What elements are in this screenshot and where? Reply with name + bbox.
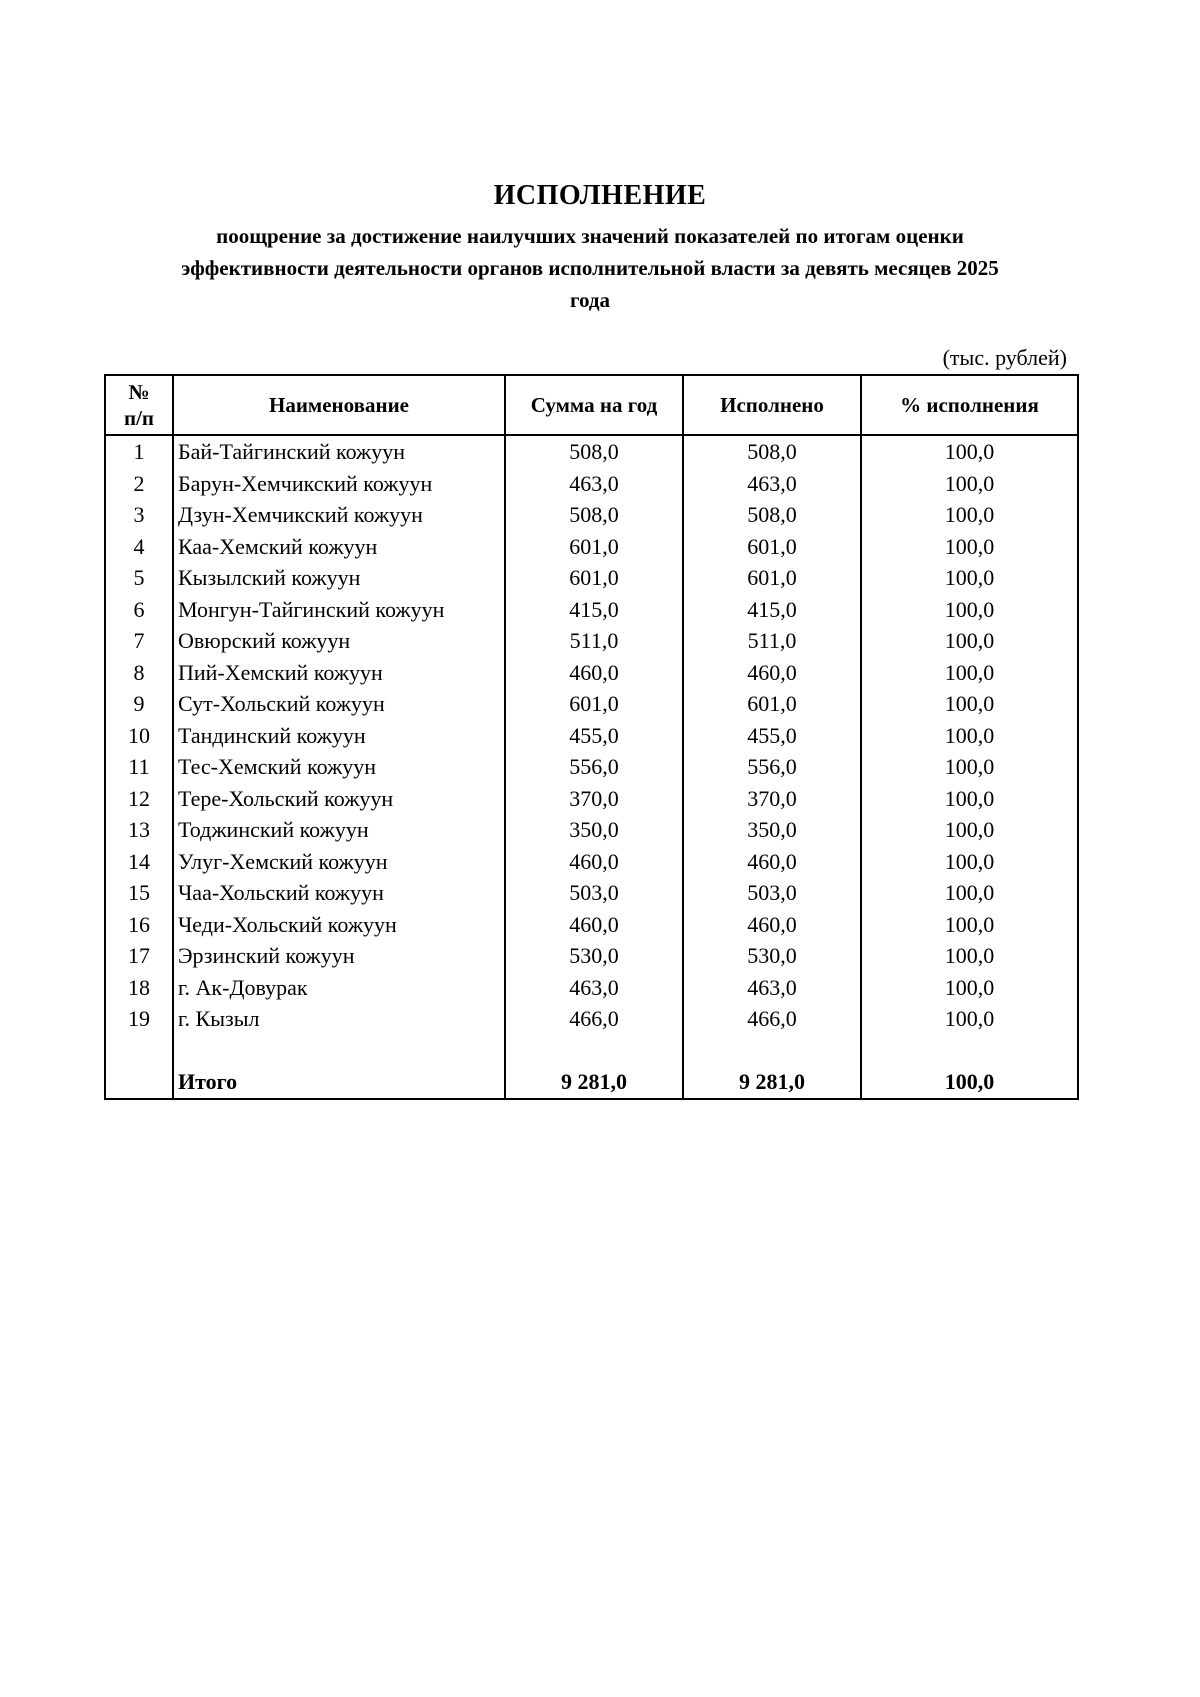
row-name: Пий-Хемский кожуун — [173, 657, 505, 689]
row-sum: 463,0 — [505, 468, 683, 500]
row-percent: 100,0 — [861, 814, 1078, 846]
row-number: 5 — [105, 562, 173, 594]
row-sum: 601,0 — [505, 562, 683, 594]
row-number: 16 — [105, 909, 173, 941]
row-percent: 100,0 — [861, 940, 1078, 972]
row-done: 601,0 — [683, 688, 861, 720]
row-sum: 415,0 — [505, 594, 683, 626]
table-row — [105, 751, 1078, 783]
row-name: Барун-Хемчикский кожуун — [173, 468, 505, 500]
row-sum: 508,0 — [505, 435, 683, 468]
total-row — [105, 1066, 1078, 1099]
row-done: 511,0 — [683, 625, 861, 657]
row-sum: 511,0 — [505, 625, 683, 657]
row-percent: 100,0 — [861, 499, 1078, 531]
table-row — [105, 594, 1078, 626]
table-row — [105, 435, 1078, 468]
total-number-cell — [105, 1066, 173, 1099]
row-done: 508,0 — [683, 435, 861, 468]
row-percent: 100,0 — [861, 877, 1078, 909]
table-row — [105, 1003, 1078, 1035]
row-percent: 100,0 — [861, 688, 1078, 720]
units-note: (тыс. рублей) — [942, 345, 1067, 370]
table-row — [105, 657, 1078, 689]
row-number: 17 — [105, 940, 173, 972]
row-done: 460,0 — [683, 846, 861, 878]
row-name: Эрзинский кожуун — [173, 940, 505, 972]
row-sum: 503,0 — [505, 877, 683, 909]
row-name: Сут-Хольский кожуун — [173, 688, 505, 720]
row-done: 601,0 — [683, 531, 861, 563]
row-done: 601,0 — [683, 562, 861, 594]
row-sum: 460,0 — [505, 657, 683, 689]
row-done: 455,0 — [683, 720, 861, 752]
row-sum: 370,0 — [505, 783, 683, 815]
table-row — [105, 972, 1078, 1004]
total-sum: 9 281,0 — [505, 1066, 683, 1099]
row-sum: 556,0 — [505, 751, 683, 783]
row-percent: 100,0 — [861, 625, 1078, 657]
row-percent: 100,0 — [861, 562, 1078, 594]
table-row — [105, 720, 1078, 752]
total-done: 9 281,0 — [683, 1066, 861, 1099]
row-name: Чаа-Хольский кожуун — [173, 877, 505, 909]
row-name: Дзун-Хемчикский кожуун — [173, 499, 505, 531]
row-name: Кызылский кожуун — [173, 562, 505, 594]
header-number — [105, 375, 173, 435]
row-sum: 466,0 — [505, 1003, 683, 1035]
row-done: 466,0 — [683, 1003, 861, 1035]
row-percent: 100,0 — [861, 783, 1078, 815]
row-number: 1 — [105, 435, 173, 468]
subtitle-line-1: поощрение за достижение наилучших значений показателей по итогам оценки — [216, 224, 964, 248]
table-row — [105, 499, 1078, 531]
row-name: Бай-Тайгинский кожуун — [173, 435, 505, 468]
row-done: 460,0 — [683, 909, 861, 941]
row-name: Тере-Хольский кожуун — [173, 783, 505, 815]
table-row — [105, 531, 1078, 563]
row-name: Тандинский кожуун — [173, 720, 505, 752]
row-number: 15 — [105, 877, 173, 909]
row-sum: 601,0 — [505, 531, 683, 563]
row-percent: 100,0 — [861, 846, 1078, 878]
table-row — [105, 814, 1078, 846]
document-title: ИСПОЛНЕНИЕ — [493, 180, 707, 211]
row-percent: 100,0 — [861, 657, 1078, 689]
execution-table — [104, 374, 1079, 1100]
row-name: Овюрский кожуун — [173, 625, 505, 657]
row-sum: 601,0 — [505, 688, 683, 720]
row-number: 2 — [105, 468, 173, 500]
document-subtitle — [105, 220, 1075, 316]
row-done: 463,0 — [683, 972, 861, 1004]
row-number: 14 — [105, 846, 173, 878]
row-number: 11 — [105, 751, 173, 783]
table-row — [105, 783, 1078, 815]
row-done: 460,0 — [683, 657, 861, 689]
table-row — [105, 940, 1078, 972]
row-percent: 100,0 — [861, 1003, 1078, 1035]
row-name: Монгун-Тайгинский кожуун — [173, 594, 505, 626]
row-number: 3 — [105, 499, 173, 531]
row-percent: 100,0 — [861, 751, 1078, 783]
row-percent: 100,0 — [861, 468, 1078, 500]
row-number: 12 — [105, 783, 173, 815]
table-row — [105, 688, 1078, 720]
row-name: г. Кызыл — [173, 1003, 505, 1035]
row-number: 10 — [105, 720, 173, 752]
table-header-row — [105, 375, 1078, 435]
row-sum: 350,0 — [505, 814, 683, 846]
row-number: 8 — [105, 657, 173, 689]
row-percent: 100,0 — [861, 594, 1078, 626]
row-number: 13 — [105, 814, 173, 846]
row-done: 503,0 — [683, 877, 861, 909]
row-name: г. Ак-Довурак — [173, 972, 505, 1004]
row-number: 7 — [105, 625, 173, 657]
row-sum: 463,0 — [505, 972, 683, 1004]
table-row — [105, 625, 1078, 657]
subtitle-line-2: эффективности деятельности органов исполнительной власти за девять месяцев 2025 — [181, 256, 999, 280]
spacer-row — [105, 1035, 1078, 1067]
row-number: 6 — [105, 594, 173, 626]
total-label: Итого — [173, 1066, 505, 1099]
header-name: Наименование — [173, 375, 505, 435]
row-name: Тоджинский кожуун — [173, 814, 505, 846]
row-done: 415,0 — [683, 594, 861, 626]
row-sum: 508,0 — [505, 499, 683, 531]
table-row — [105, 877, 1078, 909]
row-number: 4 — [105, 531, 173, 563]
header-number-line1: № — [128, 380, 150, 404]
row-percent: 100,0 — [861, 720, 1078, 752]
row-done: 350,0 — [683, 814, 861, 846]
total-percent: 100,0 — [861, 1066, 1078, 1099]
table-row — [105, 562, 1078, 594]
header-percent: % исполнения — [861, 375, 1078, 435]
row-percent: 100,0 — [861, 531, 1078, 563]
row-done: 370,0 — [683, 783, 861, 815]
row-name: Каа-Хемский кожуун — [173, 531, 505, 563]
row-sum: 530,0 — [505, 940, 683, 972]
row-done: 556,0 — [683, 751, 861, 783]
table-row — [105, 468, 1078, 500]
row-number: 18 — [105, 972, 173, 1004]
row-name: Улуг-Хемский кожуун — [173, 846, 505, 878]
row-sum: 460,0 — [505, 909, 683, 941]
subtitle-line-3: года — [569, 288, 611, 312]
row-number: 9 — [105, 688, 173, 720]
row-percent: 100,0 — [861, 435, 1078, 468]
row-percent: 100,0 — [861, 972, 1078, 1004]
row-number: 19 — [105, 1003, 173, 1035]
table-row — [105, 909, 1078, 941]
row-sum: 455,0 — [505, 720, 683, 752]
row-done: 530,0 — [683, 940, 861, 972]
row-done: 463,0 — [683, 468, 861, 500]
row-done: 508,0 — [683, 499, 861, 531]
row-sum: 460,0 — [505, 846, 683, 878]
row-name: Чеди-Хольский кожуун — [173, 909, 505, 941]
row-percent: 100,0 — [861, 909, 1078, 941]
header-number-line2: п/п — [123, 406, 155, 430]
header-sum: Сумма на год — [505, 375, 683, 435]
row-name: Тес-Хемский кожуун — [173, 751, 505, 783]
table-row — [105, 846, 1078, 878]
header-done: Исполнено — [683, 375, 861, 435]
